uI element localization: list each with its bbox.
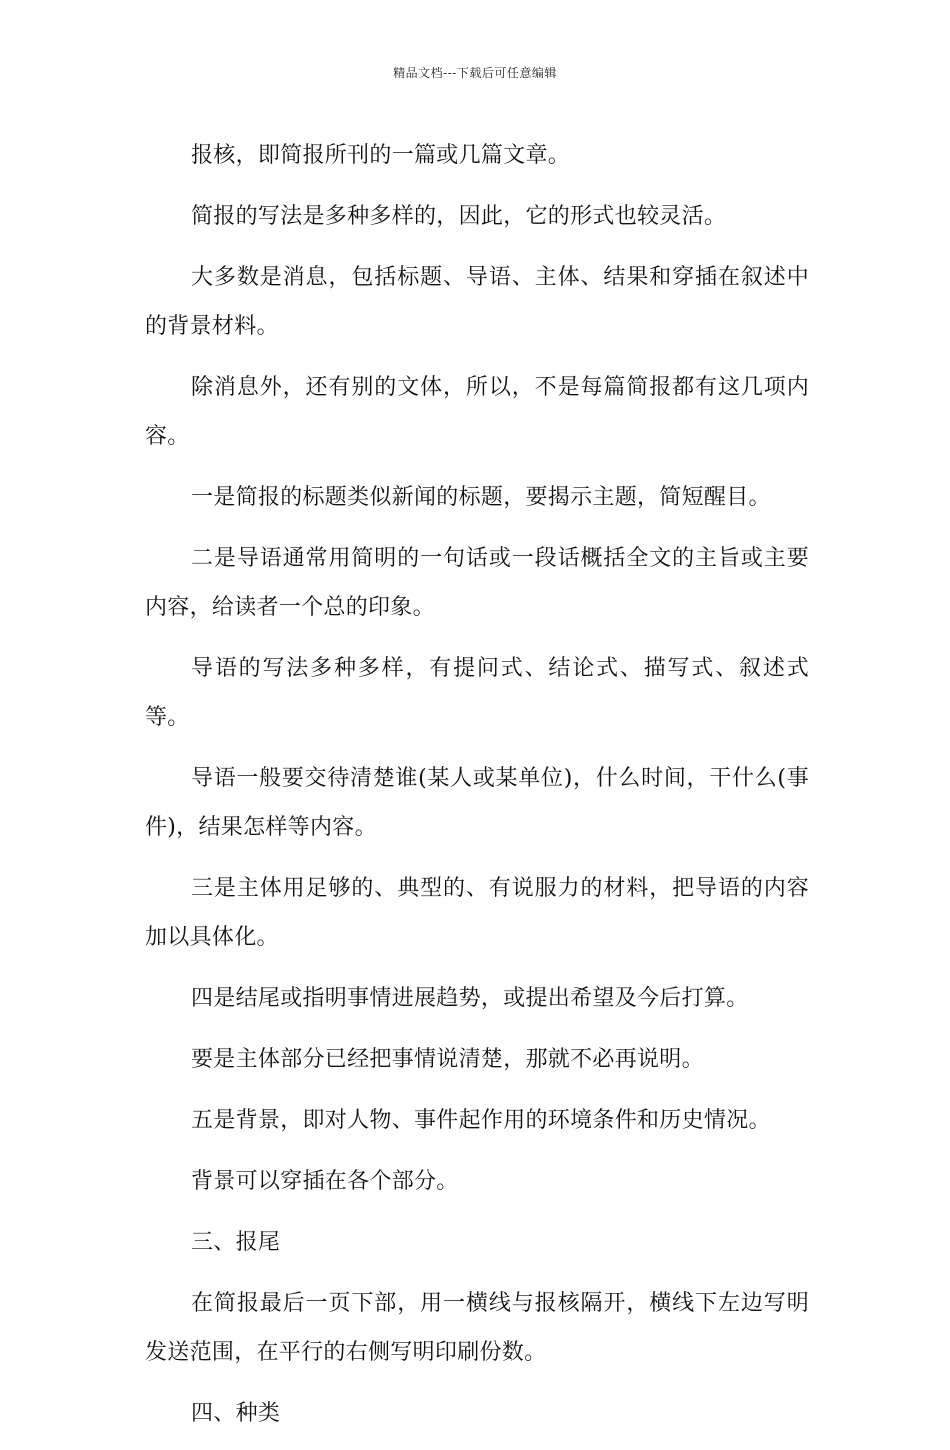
paragraph: 导语的写法多种多样，有提问式、结论式、描写式、叙述式等。: [145, 656, 809, 730]
page-header: 精品文档---下载后可任意编辑: [393, 66, 557, 80]
paragraph: 在简报最后一页下部，用一横线与报核隔开，横线下左边写明发送范围，在平行的右侧写明印刷份数。: [145, 1291, 809, 1365]
paragraph: 背景可以穿插在各个部分。: [191, 1169, 459, 1194]
paragraph: 五是背景，即对人物、事件起作用的环境条件和历史情况。: [191, 1108, 771, 1133]
paragraph: 三是主体用足够的、典型的、有说服力的材料，把导语的内容加以具体化。: [145, 876, 809, 950]
paragraph: 报核，即简报所刊的一篇或几篇文章。: [191, 143, 571, 168]
paragraph: 简报的写法是多种多样的，因此，它的形式也较灵活。: [191, 204, 727, 229]
paragraph: 二是导语通常用简明的一句话或一段话概括全文的主旨或主要内容，给读者一个总的印象。: [145, 546, 809, 620]
document-body: [145, 131, 809, 1450]
section-heading: 三、报尾: [191, 1230, 281, 1255]
paragraph: 除消息外，还有别的文体，所以，不是每篇简报都有这几项内容。: [145, 375, 809, 449]
paragraph: 大多数是消息，包括标题、导语、主体、结果和穿插在叙述中的背景材料。: [145, 265, 809, 339]
paragraph: 四是结尾或指明事情进展趋势，或提出希望及今后打算。: [191, 986, 749, 1011]
section-heading: 四、种类: [191, 1401, 281, 1426]
paragraph: 要是主体部分已经把事情说清楚，那就不必再说明。: [191, 1047, 704, 1072]
paragraph: 导语一般要交待清楚谁(某人或某单位)，什么时间，干什么(事件)，结果怎样等内容。: [145, 766, 809, 840]
paragraph: 一是简报的标题类似新闻的标题，要揭示主题，简短醒目。: [191, 485, 771, 510]
